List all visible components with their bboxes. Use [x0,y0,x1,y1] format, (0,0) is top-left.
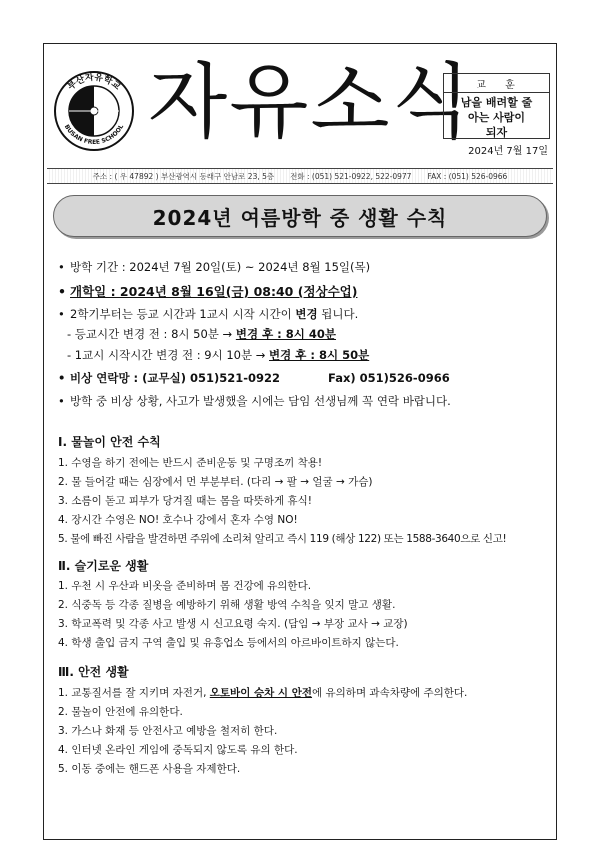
period1-before: - 1교시 시작시간 변경 전 : 9시 10분 → [67,348,270,362]
motto-text [444,93,549,140]
change-notice-prefix: 2학기부터는 등교 시간과 1교시 시작 시간이 [70,307,296,321]
item-text: 에 유의하며 과속차량에 주의한다. [312,687,468,699]
school-fax: FAX : (051) 526-0966 [427,171,508,181]
list-item: 1. 수영을 하기 전에는 반드시 준비운동 및 구명조끼 착용! [58,457,323,469]
list-item: 3. 학교폭력 및 각종 사고 발생 시 신고요령 숙지. (담임 → 부장 교사 → 교장) [58,618,408,630]
list-item: 2. 물놀이 안전에 유의한다. [58,706,183,718]
list-item: 2. 물 들어갈 때는 심장에서 먼 부분부터. (다리 → 팔 → 얼굴 → 가슴) [58,476,373,488]
address-bar [47,168,553,184]
section-heading: Ⅰ. 물놀이 안전 수칙 [58,435,161,449]
section-heading: Ⅲ. 안전 생활 [58,665,129,679]
logo-ring-text: 부산자유학교 [66,72,122,93]
motto-line: 아는 사람이 [468,111,525,124]
contact-phone: 비상 연락망 : (교무실) 051)521-0922 [70,371,281,385]
opening-date: • 개학일 : 2024년 8월 16일(금) 08:40 (정상수업) [58,282,357,300]
change-notice-suffix: 됩니다. [317,307,359,321]
contact-fax: Fax) 051)526-0966 [328,371,450,385]
item-text: 1. 교통질서를 잘 지키며 자전거, [58,687,210,699]
list-item: 4. 장시간 수영은 NO! 호수나 강에서 혼자 수영 NO! [58,514,298,526]
school-phone: 전화 : (051) 521-0922, 522-0977 [290,171,412,181]
arrival-time-change [58,326,336,342]
item-text-underlined: 오토바이 승차 시 안전 [209,687,313,699]
list-item: 2. 식중독 등 각종 질병을 예방하기 위해 생활 방역 수칙을 잊지 말고 생활. [58,599,396,611]
notice-title [53,195,547,237]
emergency-notice: • 방학 중 비상 상황, 사고가 발생했을 시에는 담임 선생님께 꼭 연락 바랍니다. [58,393,451,409]
logo-ring-text-en: BUSAN FREE SCHOOL [62,123,126,147]
masthead-title: 자유소식 [148,55,473,150]
motto-line: 되자 [485,126,508,139]
list-item: 4. 학생 출입 금지 구역 출입 및 유흥업소 등에서의 아르바이트하지 않는다. [58,637,399,649]
list-item: 5. 이동 중에는 핸드폰 사용을 자제한다. [58,763,241,775]
list-item: 4. 인터넷 온라인 게임에 중독되지 않도록 유의 한다. [58,744,298,756]
list-item: 3. 소름이 돋고 피부가 당겨질 때는 몸을 따뜻하게 휴식! [58,495,312,507]
arrival-after: 변경 후 : 8시 40분 [235,327,337,341]
issue-date: 2024년 7월 17일 [468,146,548,157]
list-item: 3. 가스나 화재 등 안전사고 예방을 철저히 한다. [58,725,278,737]
list-item: 1. 우천 시 우산과 비옷을 준비하며 몸 건강에 유의한다. [58,580,312,592]
school-logo [53,70,135,152]
motto-line: 남을 배려할 줄 [460,96,533,109]
vacation-period: • 방학 기간 : 2024년 7월 20일(토) ~ 2024년 8월 15일(목) [58,259,370,275]
period1-time-change [58,347,369,363]
arrival-before: - 등교시간 변경 전 : 8시 50분 → [67,327,236,341]
period1-after: 변경 후 : 8시 50분 [269,348,370,362]
motto-heading: 교 훈 [444,74,549,93]
emergency-contact [58,370,450,386]
section-heading: Ⅱ. 슬기로운 생활 [58,559,149,573]
change-notice [58,306,358,322]
svg-text:부산자유학교 [65,71,122,93]
list-item [58,685,467,700]
notice-title-text: 2024년 여름방학 중 생활 수칙 [152,205,448,230]
change-notice-bold: 변경 [295,307,318,321]
list-item: 5. 물에 빠진 사람을 발견하면 주위에 소리쳐 알리고 즉시 119 (해상 122) 또는 1588-3640으로 신고! [58,533,507,545]
motto-box [443,73,550,139]
school-address: 주소 : ( 우 47892 ) 부산광역시 동래구 안남로 23, 5층 [92,171,275,181]
